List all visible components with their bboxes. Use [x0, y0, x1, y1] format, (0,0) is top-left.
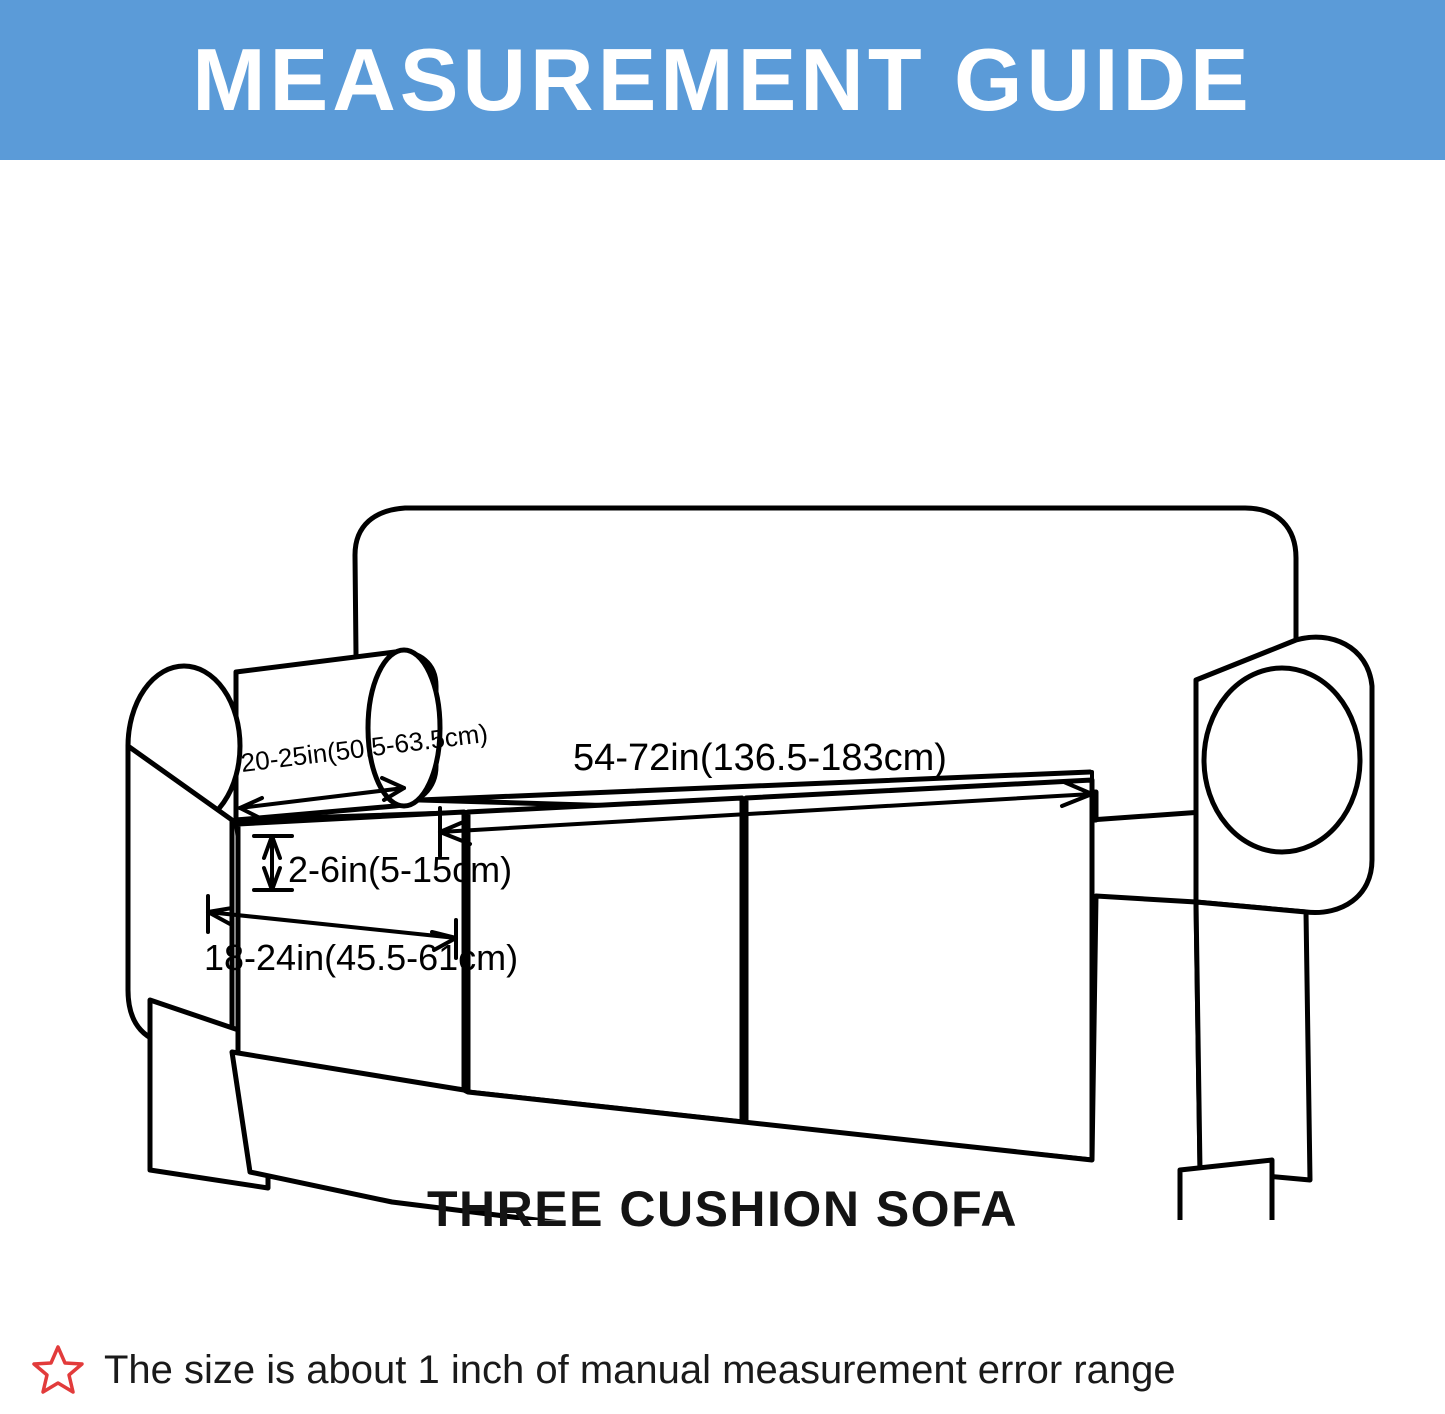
diagram-caption: THREE CUSHION SOFA: [427, 1181, 1018, 1237]
footer-note-text: The size is about 1 inch of manual measurement error range: [104, 1347, 1176, 1392]
star-icon: [30, 1342, 86, 1398]
width-label: 54-72in(136.5-183cm): [573, 737, 947, 779]
seat-depth-label: 18-24in(45.5-61cm): [204, 937, 519, 978]
page-title: MEASUREMENT GUIDE: [192, 30, 1253, 129]
cushion-thickness-label: 2-6in(5-15cm): [288, 849, 513, 890]
right-side-panel: [1196, 902, 1310, 1180]
footer-note: [0, 1330, 1445, 1410]
right-arm-roll-end: [1204, 668, 1360, 852]
arm-height-label: 20-25in(50.5-63.5cm): [239, 717, 490, 778]
sofa-drawing: [0, 160, 1445, 1220]
sofa-illustration: [0, 160, 1445, 1220]
header-banner: [0, 0, 1445, 160]
cushion-right: [746, 780, 1092, 1160]
